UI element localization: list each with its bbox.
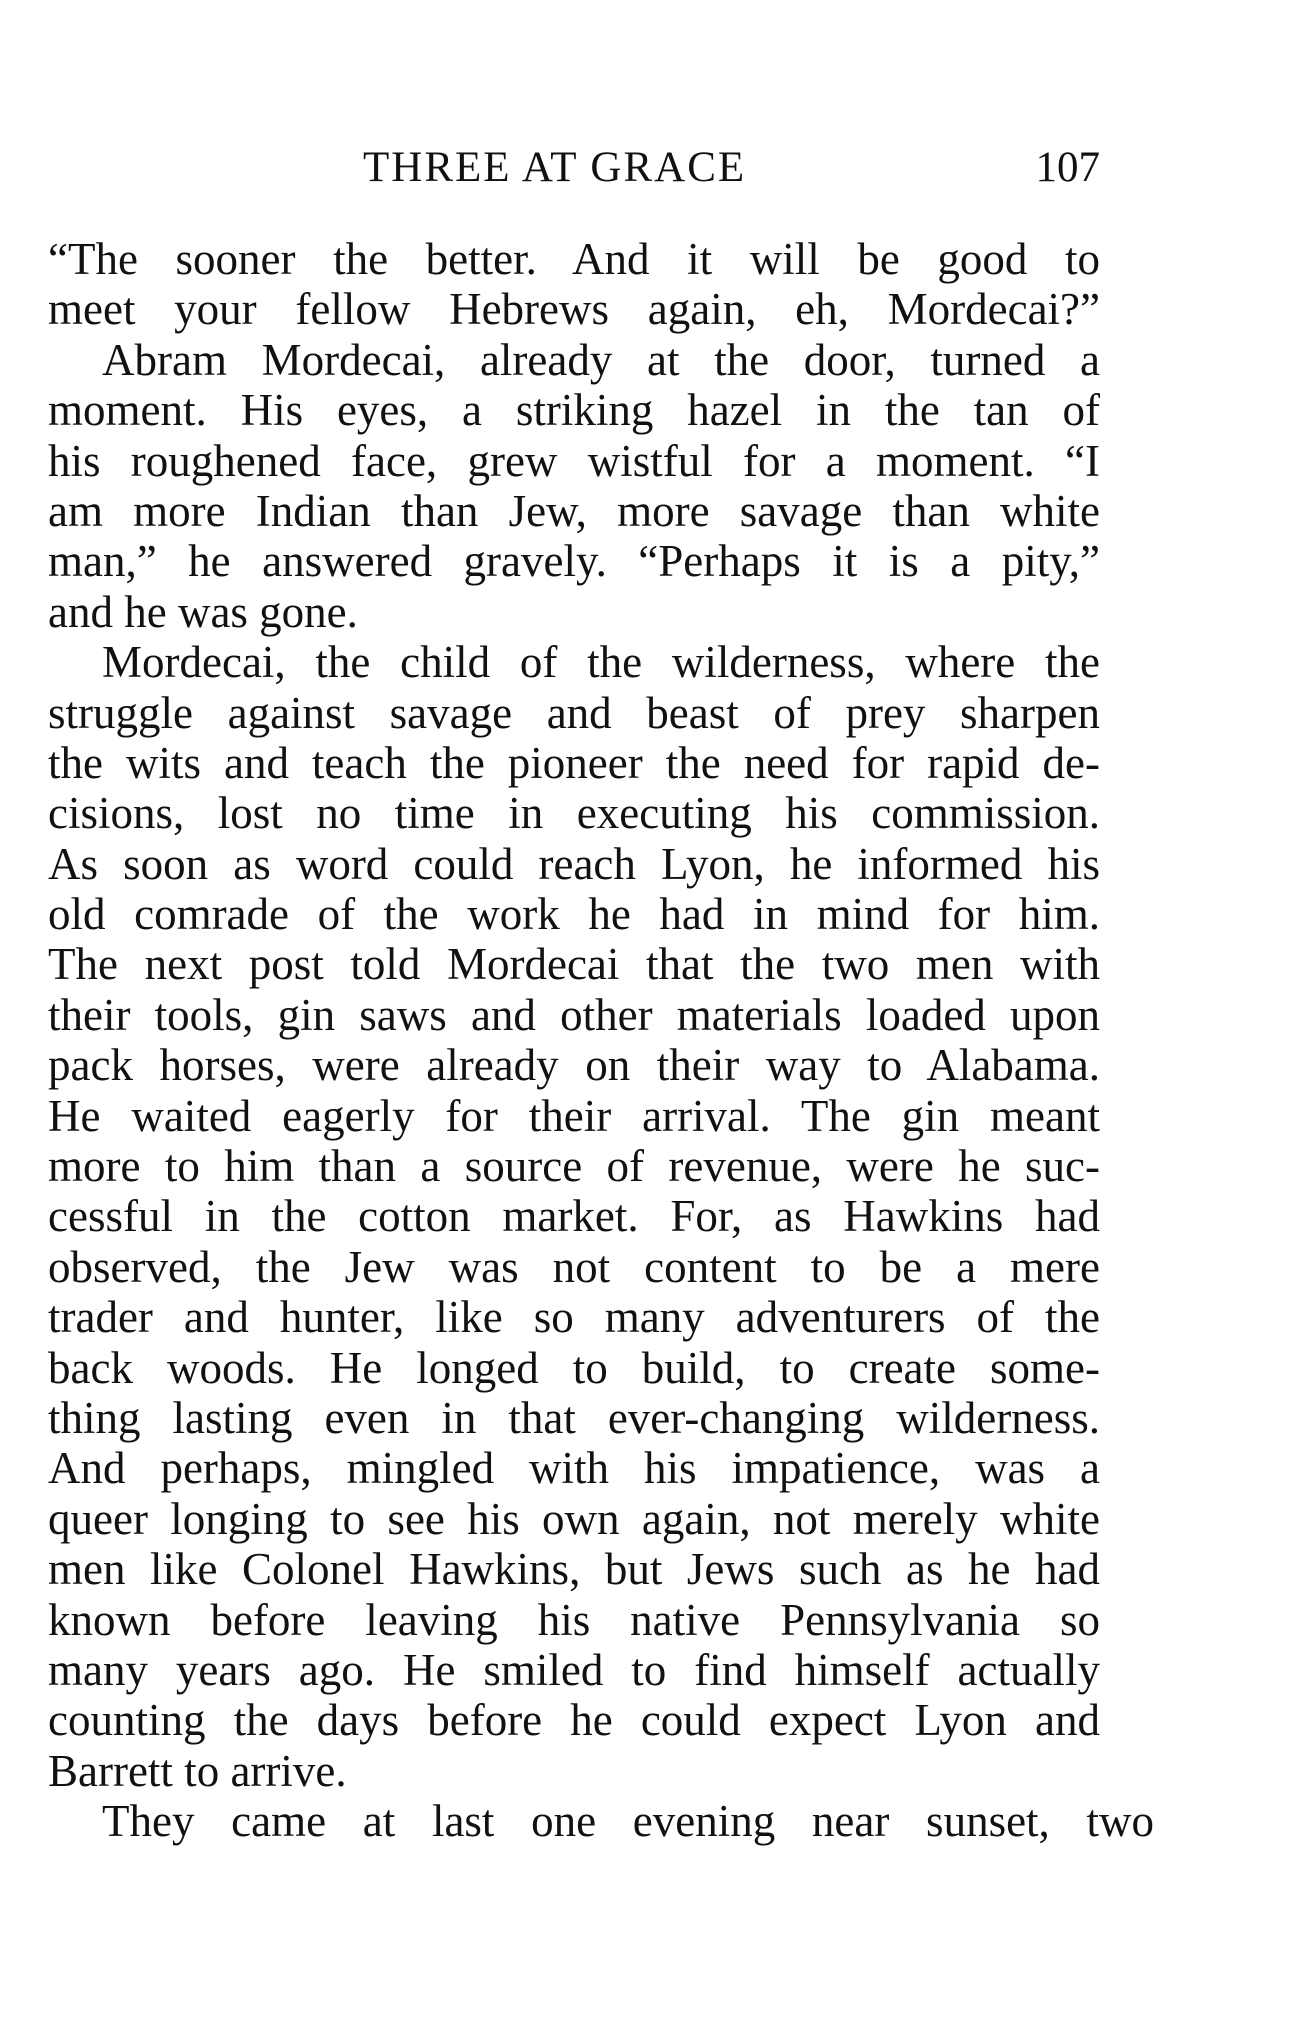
text-line: counting the days before he could expect Lyon and — [48, 1695, 1100, 1746]
text-line: queer longing to see his own again, not merely white — [48, 1493, 1100, 1544]
text-line: cessful in the cotton market. For, as Hawkins had — [48, 1191, 1100, 1242]
text-line: He waited eagerly for their arrival. The gin meant — [48, 1090, 1100, 1141]
text-line: Barrett to arrive. — [48, 1745, 347, 1796]
text-line: the wits and teach the pioneer the need for rapid de- — [48, 737, 1100, 788]
text-line: They came at last one evening near sunset, two — [102, 1796, 1154, 1847]
text-line: their tools, gin saws and other materials loaded upon — [48, 989, 1100, 1040]
text-line: The next post told Mordecai that the two men with — [48, 939, 1100, 990]
body-text — [48, 234, 1154, 1847]
text-line: cisions, lost no time in executing his commission. — [48, 788, 1100, 839]
text-line: man,” he answered gravely. “Perhaps it is a pity,” — [48, 536, 1100, 587]
text-line: and he was gone. — [48, 586, 358, 637]
text-line: many years ago. He smiled to find himself actually — [48, 1644, 1100, 1695]
text-line: Mordecai, the child of the wilderness, where the — [102, 637, 1100, 688]
text-line: struggle against savage and beast of prey sharpen — [48, 687, 1100, 738]
text-line: observed, the Jew was not content to be a mere — [48, 1241, 1100, 1292]
text-line: Abram Mordecai, already at the door, turned a — [102, 334, 1100, 385]
text-line: back woods. He longed to build, to create some- — [48, 1342, 1100, 1393]
text-line: trader and hunter, like so many adventurers of the — [48, 1292, 1100, 1343]
page-number: 107 — [1035, 144, 1100, 191]
text-line: pack horses, were already on their way to Alabama. — [48, 1040, 1100, 1091]
text-line: his roughened face, grew wistful for a moment. “I — [48, 435, 1100, 486]
text-line: more to him than a source of revenue, were he suc- — [48, 1141, 1100, 1192]
text-line: old comrade of the work he had in mind for him. — [48, 889, 1100, 940]
text-line: am more Indian than Jew, more savage than white — [48, 485, 1100, 536]
text-line: And perhaps, mingled with his impatience, was a — [48, 1443, 1100, 1494]
text-line: As soon as word could reach Lyon, he informed his — [48, 838, 1100, 889]
text-line: thing lasting even in that ever-changing wilderness. — [48, 1392, 1100, 1443]
text-line: meet your fellow Hebrews again, eh, Mordecai?” — [48, 284, 1100, 335]
text-line: known before leaving his native Pennsylvania so — [48, 1594, 1100, 1645]
text-line: men like Colonel Hawkins, but Jews such as he had — [48, 1544, 1100, 1595]
text-line: “The sooner the better. And it will be good to — [48, 234, 1100, 284]
text-line: moment. His eyes, a striking hazel in the tan of — [48, 385, 1100, 436]
running-head — [48, 138, 1100, 198]
running-title: THREE AT GRACE — [363, 144, 747, 191]
